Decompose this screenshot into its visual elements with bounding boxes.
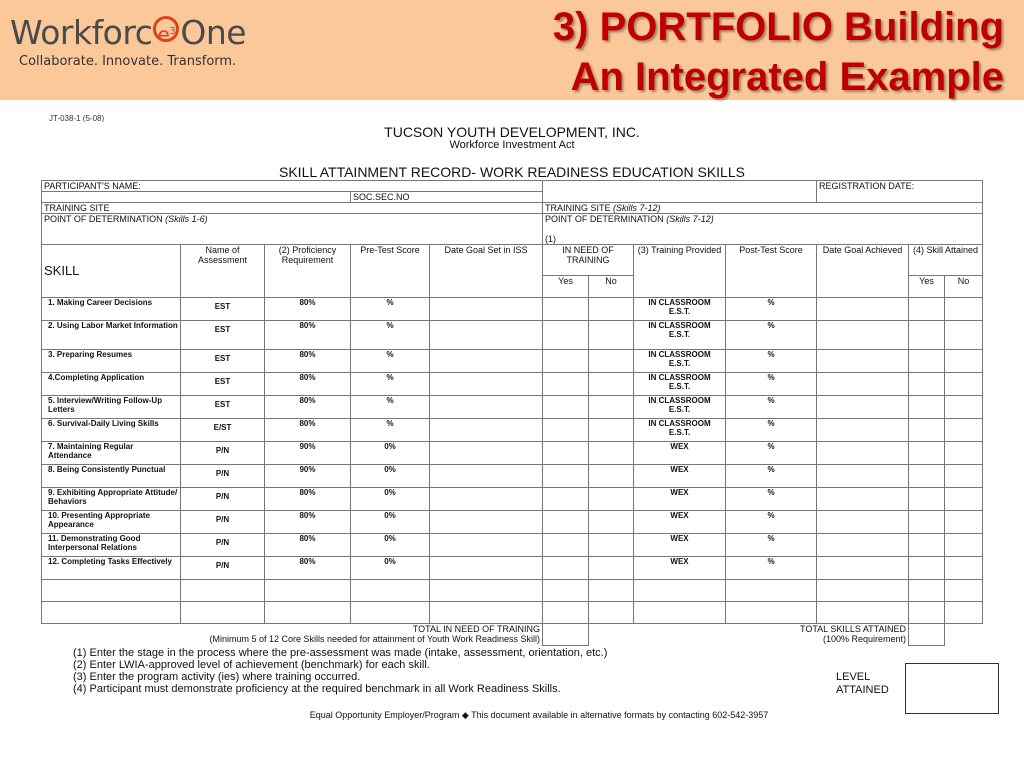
skill-attainment-table	[41, 180, 983, 646]
pretest-cell[interactable]: 0%	[351, 488, 430, 511]
need-no-cell[interactable]	[589, 321, 634, 350]
assessment-cell: P/N	[181, 511, 265, 534]
pretest-cell[interactable]: %	[351, 298, 430, 321]
need-yes-cell[interactable]	[543, 350, 589, 373]
need-yes-cell[interactable]	[543, 442, 589, 465]
proficiency-cell: 80%	[265, 419, 351, 442]
attained-yes-cell[interactable]	[909, 488, 945, 511]
attained-yes-cell[interactable]	[909, 321, 945, 350]
total-need-training-box[interactable]	[543, 624, 589, 646]
date-goal-cell[interactable]	[430, 465, 543, 488]
training-line-1: IN CLASSROOM	[648, 298, 711, 307]
posttest-cell[interactable]: %	[726, 350, 817, 373]
slide-header	[0, 0, 1024, 100]
skill-name: 6. Survival-Daily Living Skills	[42, 419, 181, 442]
proficiency-cell: 80%	[265, 298, 351, 321]
attained-no-cell[interactable]	[945, 373, 983, 396]
date-achieved-cell[interactable]	[817, 534, 909, 557]
assessment-cell: P/N	[181, 488, 265, 511]
attained-no-cell[interactable]	[945, 442, 983, 465]
need-yes-cell[interactable]	[543, 557, 589, 580]
assessment-cell: E/ST	[181, 419, 265, 442]
attained-yes-cell[interactable]	[909, 442, 945, 465]
skill-row	[42, 442, 983, 465]
need-yes-cell[interactable]	[543, 321, 589, 350]
skill-row	[42, 534, 983, 557]
blank-row	[42, 580, 983, 602]
need-no-cell[interactable]	[589, 488, 634, 511]
training-line-1: WEX	[670, 442, 689, 451]
date-goal-cell[interactable]	[430, 350, 543, 373]
posttest-cell[interactable]: %	[726, 298, 817, 321]
skill-name: 3. Preparing Resumes	[42, 350, 181, 373]
posttest-cell[interactable]: %	[726, 442, 817, 465]
level-attained-label: LEVEL ATTAINED	[836, 671, 889, 696]
need-yes-cell[interactable]	[543, 465, 589, 488]
date-achieved-cell[interactable]	[817, 298, 909, 321]
skill-row	[42, 419, 983, 442]
skill-row	[42, 511, 983, 534]
training-site-1-field[interactable]: TRAINING SITE	[42, 203, 543, 214]
col-skill-attained: (4) Skill Attained	[909, 245, 983, 276]
posttest-cell[interactable]: %	[726, 534, 817, 557]
col-skill: SKILL	[42, 245, 181, 298]
training-line-1: IN CLASSROOM	[648, 373, 711, 382]
date-achieved-cell[interactable]	[817, 419, 909, 442]
training-line-1: WEX	[670, 511, 689, 520]
pretest-cell[interactable]: 0%	[351, 465, 430, 488]
record-title: SKILL ATTAINMENT RECORD- WORK READINESS EDUCATION SKILLS	[279, 164, 745, 180]
need-no-cell[interactable]	[589, 557, 634, 580]
skill-row	[42, 557, 983, 580]
total-skills-attained-box[interactable]	[909, 624, 945, 646]
skill-name: 12. Completing Tasks Effectively	[42, 557, 181, 580]
need-no-cell[interactable]	[589, 350, 634, 373]
need-yes-cell[interactable]	[543, 373, 589, 396]
training-provided-cell	[634, 488, 726, 511]
footnotes	[73, 647, 607, 695]
proficiency-cell: 80%	[265, 511, 351, 534]
skill-row	[42, 488, 983, 511]
date-goal-cell[interactable]	[430, 442, 543, 465]
attained-yes-cell[interactable]	[909, 350, 945, 373]
skill-name: 10. Presenting Appropriate Appearance	[42, 511, 181, 534]
attained-no-cell[interactable]	[945, 465, 983, 488]
attained-no-cell[interactable]	[945, 419, 983, 442]
attained-yes-cell[interactable]	[909, 419, 945, 442]
col-date-goal: Date Goal Set in ISS	[430, 245, 543, 298]
assessment-cell: EST	[181, 396, 265, 419]
form-code: JT-038-1 (5-08)	[49, 114, 105, 122]
col-attained-no: No	[945, 276, 983, 298]
training-provided-cell	[634, 511, 726, 534]
need-no-cell[interactable]	[589, 373, 634, 396]
skill-row	[42, 298, 983, 321]
date-achieved-cell[interactable]	[817, 350, 909, 373]
date-goal-cell[interactable]	[430, 419, 543, 442]
col-attained-yes: Yes	[909, 276, 945, 298]
date-achieved-cell[interactable]	[817, 396, 909, 419]
assessment-cell: P/N	[181, 465, 265, 488]
title-line-1: 3) PORTFOLIO Building	[552, 5, 1004, 49]
skill-name: 8. Being Consistently Punctual	[42, 465, 181, 488]
need-no-cell[interactable]	[589, 534, 634, 557]
need-yes-cell[interactable]	[543, 511, 589, 534]
total-need-training-label: TOTAL IN NEED OF TRAINING (Minimum 5 of 12 Core Skills needed for attainment of Youth Work Readiness Skill)	[209, 624, 541, 644]
date-achieved-cell[interactable]	[817, 321, 909, 350]
posttest-cell[interactable]: %	[726, 511, 817, 534]
training-line-2: E.S.T.	[668, 359, 691, 368]
workforce-one-logo	[10, 14, 246, 69]
name-blank	[42, 192, 351, 203]
need-no-cell[interactable]	[589, 465, 634, 488]
date-goal-cell[interactable]	[430, 396, 543, 419]
pretest-cell[interactable]: %	[351, 350, 430, 373]
date-goal-cell[interactable]	[430, 488, 543, 511]
registration-date-field[interactable]: REGISTRATION DATE:	[817, 181, 983, 203]
training-provided-cell	[634, 534, 726, 557]
attained-yes-cell[interactable]	[909, 373, 945, 396]
posttest-cell[interactable]: %	[726, 465, 817, 488]
training-line-1: WEX	[670, 465, 689, 474]
total-skills-attained-label: TOTAL SKILLS ATTAINED (100% Requirement)	[799, 624, 907, 644]
assessment-cell: EST	[181, 321, 265, 350]
pod-1-field[interactable]: POINT OF DETERMINATION (Skills 1-6)	[42, 214, 543, 245]
pretest-cell[interactable]: 0%	[351, 442, 430, 465]
attained-no-cell[interactable]	[945, 488, 983, 511]
training-provided-cell	[634, 396, 726, 419]
training-line-1: IN CLASSROOM	[648, 419, 711, 428]
assessment-cell: EST	[181, 373, 265, 396]
attained-no-cell[interactable]	[945, 534, 983, 557]
attained-no-cell[interactable]	[945, 396, 983, 419]
pretest-cell[interactable]: %	[351, 419, 430, 442]
posttest-cell[interactable]: %	[726, 557, 817, 580]
footnote-1: (1) Enter the stage in the process where the pre-assessment was made (intake, assessment, orientation, etc.)	[73, 647, 608, 659]
skill-row	[42, 396, 983, 419]
need-no-cell[interactable]	[589, 442, 634, 465]
col-training-provided: (3) Training Provided	[634, 245, 726, 298]
logo-tagline: Collaborate. Innovate. Transform.	[19, 54, 237, 69]
col-need-yes: Yes	[543, 276, 589, 298]
need-no-cell[interactable]	[589, 419, 634, 442]
date-achieved-cell[interactable]	[817, 511, 909, 534]
attained-yes-cell[interactable]	[909, 298, 945, 321]
training-line-2: E.S.T.	[668, 307, 691, 316]
footnote-2: (2) Enter LWIA-approved level of achievement (benchmark) for each skill.	[73, 659, 430, 671]
posttest-cell[interactable]: %	[726, 373, 817, 396]
logo-wordmark: Workforc $e^3$ One	[10, 13, 247, 52]
footnote-3: (3) Enter the program activity (ies) where training occurred.	[73, 671, 361, 683]
assessment-cell: P/N	[181, 534, 265, 557]
date-goal-cell[interactable]	[430, 534, 543, 557]
training-provided-cell	[634, 465, 726, 488]
training-provided-cell	[634, 350, 726, 373]
training-provided-cell	[634, 321, 726, 350]
skill-name: 7. Maintaining Regular Attendance	[42, 442, 181, 465]
attained-no-cell[interactable]	[945, 321, 983, 350]
proficiency-cell: 80%	[265, 557, 351, 580]
training-line-1: IN CLASSROOM	[648, 350, 711, 359]
pretest-cell[interactable]: 0%	[351, 511, 430, 534]
attained-yes-cell[interactable]	[909, 511, 945, 534]
posttest-cell[interactable]: %	[726, 321, 817, 350]
posttest-cell[interactable]: %	[726, 396, 817, 419]
attained-yes-cell[interactable]	[909, 557, 945, 580]
pod-2-field[interactable]: POINT OF DETERMINATION (Skills 7-12) (1)	[543, 214, 983, 245]
blank-row	[42, 602, 983, 624]
attained-yes-cell[interactable]	[909, 465, 945, 488]
training-line-2: E.S.T.	[668, 382, 691, 391]
date-achieved-cell[interactable]	[817, 442, 909, 465]
date-achieved-cell[interactable]	[817, 465, 909, 488]
footnote-4: (4) Participant must demonstrate proficiency at the required benchmark in all Work Readiness Skills.	[73, 683, 561, 695]
col-date-achieved: Date Goal Achieved	[817, 245, 909, 298]
need-yes-cell[interactable]	[543, 298, 589, 321]
col-proficiency: (2) Proficiency Requirement	[265, 245, 351, 298]
date-achieved-cell[interactable]	[817, 488, 909, 511]
training-line-1: WEX	[670, 557, 689, 566]
date-goal-cell[interactable]	[430, 298, 543, 321]
proficiency-cell: 80%	[265, 350, 351, 373]
training-line-2: E.S.T.	[668, 330, 691, 339]
proficiency-cell: 90%	[265, 465, 351, 488]
attained-no-cell[interactable]	[945, 350, 983, 373]
skill-row	[42, 321, 983, 350]
training-line-1: IN CLASSROOM	[648, 321, 711, 330]
assessment-cell: P/N	[181, 442, 265, 465]
training-site-2-field[interactable]: TRAINING SITE (Skills 7-12)	[543, 203, 983, 214]
ssn-field[interactable]: SOC.SEC.NO	[351, 192, 543, 203]
pretest-cell[interactable]: 0%	[351, 534, 430, 557]
col-need-no: No	[589, 276, 634, 298]
attained-no-cell[interactable]	[945, 298, 983, 321]
posttest-cell[interactable]: %	[726, 419, 817, 442]
attained-yes-cell[interactable]	[909, 396, 945, 419]
need-yes-cell[interactable]	[543, 534, 589, 557]
date-goal-cell[interactable]	[430, 557, 543, 580]
skill-name: 5. Interview/Writing Follow-Up Letters	[42, 396, 181, 419]
need-no-cell[interactable]	[589, 511, 634, 534]
date-achieved-cell[interactable]	[817, 373, 909, 396]
training-line-2: E.S.T.	[668, 405, 691, 414]
need-yes-cell[interactable]	[543, 488, 589, 511]
level-attained-box[interactable]	[905, 663, 999, 714]
proficiency-cell: 80%	[265, 396, 351, 419]
proficiency-cell: 80%	[265, 373, 351, 396]
training-provided-cell	[634, 373, 726, 396]
training-provided-cell	[634, 557, 726, 580]
col-need-training: IN NEED OF TRAINING	[543, 245, 634, 276]
col-posttest: Post-Test Score	[726, 245, 817, 298]
pretest-cell[interactable]: %	[351, 396, 430, 419]
training-line-2: E.S.T.	[668, 428, 691, 437]
assessment-cell: EST	[181, 350, 265, 373]
training-line-1: WEX	[670, 534, 689, 543]
skill-row	[42, 465, 983, 488]
attained-no-cell[interactable]	[945, 511, 983, 534]
date-achieved-cell[interactable]	[817, 557, 909, 580]
proficiency-cell: 80%	[265, 534, 351, 557]
proficiency-cell: 80%	[265, 321, 351, 350]
training-line-1: IN CLASSROOM	[648, 396, 711, 405]
need-no-cell[interactable]	[589, 396, 634, 419]
training-provided-cell	[634, 419, 726, 442]
col-assessment: Name of Assessment	[181, 245, 265, 298]
skill-name: 2. Using Labor Market Information	[42, 321, 181, 350]
training-provided-cell	[634, 442, 726, 465]
attained-yes-cell[interactable]	[909, 534, 945, 557]
training-provided-cell	[634, 298, 726, 321]
date-goal-cell[interactable]	[430, 373, 543, 396]
pretest-cell[interactable]: 0%	[351, 557, 430, 580]
posttest-cell[interactable]: %	[726, 488, 817, 511]
organization-name: TUCSON YOUTH DEVELOPMENT, INC.	[384, 124, 640, 140]
skill-row	[42, 373, 983, 396]
date-goal-cell[interactable]	[430, 511, 543, 534]
title-line-2: An Integrated Example	[570, 55, 1004, 99]
skill-rows	[42, 298, 983, 580]
need-yes-cell[interactable]	[543, 396, 589, 419]
col-pretest: Pre-Test Score	[351, 245, 430, 298]
blank-field	[543, 181, 817, 203]
pretest-cell[interactable]: %	[351, 321, 430, 350]
e3-logo-icon: $e^3$	[153, 16, 179, 42]
skill-name: 4.Completing Application	[42, 373, 181, 396]
act-name: Workforce Investment Act	[449, 139, 575, 151]
participant-name-field[interactable]: PARTICIPANT'S NAME:	[42, 181, 543, 192]
date-goal-cell[interactable]	[430, 321, 543, 350]
training-line-1: WEX	[670, 488, 689, 497]
need-no-cell[interactable]	[589, 298, 634, 321]
skill-name: 9. Exhibiting Appropriate Attitude/ Behaviors	[42, 488, 181, 511]
slide-title	[553, 2, 1004, 102]
footer-text: Equal Opportunity Employer/Program ◆ This document available in alternative formats by contacting 602-542-3957	[309, 710, 769, 720]
proficiency-cell: 90%	[265, 442, 351, 465]
assessment-cell: EST	[181, 298, 265, 321]
proficiency-cell: 80%	[265, 488, 351, 511]
skill-name: 1. Making Career Decisions	[42, 298, 181, 321]
attained-no-cell[interactable]	[945, 557, 983, 580]
need-yes-cell[interactable]	[543, 419, 589, 442]
skill-name: 11. Demonstrating Good Interpersonal Relations	[42, 534, 181, 557]
skill-row	[42, 350, 983, 373]
assessment-cell: P/N	[181, 557, 265, 580]
pretest-cell[interactable]: %	[351, 373, 430, 396]
